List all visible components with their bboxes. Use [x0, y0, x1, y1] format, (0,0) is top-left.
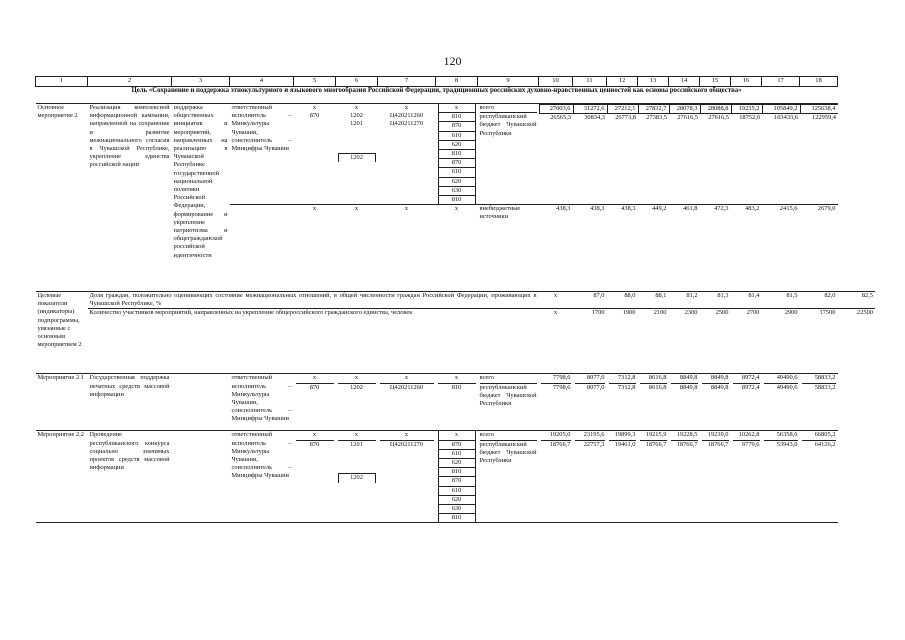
event-2-2-row: Мероприятие 2.2 Проведение республиканского конкурса социально значимых проектов средств массовой информации ответственный исполнитель – Минкультуры Чувашии, соисполнитель – Минцифры Чувашии x 870 x 1201 1202 x Ц420211270 x 870 610 620 810 870 610 620 630 810 всего республиканский бюджет Чувашской Республики 19205,0 18766,7 23195,6 22757,3 19899,3 19461,0 19215,9 18766,7 19228,5 18766,7 19239,0 18766,7 10262,8 9779,6 56358,6 53943,0 66805,2 64126,2 [37, 431, 836, 522]
target-mark: x [539, 292, 573, 309]
col-num: 2 [88, 77, 172, 87]
main-event-label: Основное мероприятие 2 [36, 104, 88, 292]
col-num: 17 [762, 77, 800, 87]
targets-label: Целевые показатели (индикаторы) подпрограммы, увязанные с основным мероприятием 2 [36, 292, 88, 374]
col-num: 11 [573, 77, 607, 87]
main-event-name: Реализация комплексной информационной кампании, направленной на сохранение и развитие межнационального согласия в Чувашской Республике, укрепление единства российской нации [88, 104, 172, 292]
col-num: 7 [378, 77, 436, 87]
column-number-row [36, 77, 876, 87]
main-event-2-extrabudget-row: x x x x внебюджетные источники 438,3 438,3 438,3 449,2 461,8 472,3 483,2 2415,6 2679,0 [36, 205, 876, 292]
target-text: Доля граждан, положительно оценивающих состояние межнациональных отношений, в общей численности граждан Российской Федерации, проживающих в Чувашской Республике, % [89, 292, 537, 308]
col-num: 3 [172, 77, 230, 87]
csr-codes: x Ц420211260 Ц420211270 [378, 104, 436, 205]
goal-title: Цель «Сохранение и поддержка этнокультурного и языкового многообразия Российской Федерации, традиционных российских духовно-нравственных ценностей как основы российского общества» [131, 87, 742, 94]
col-num: 1 [36, 77, 88, 87]
col-num: 14 [669, 77, 700, 87]
target-row-2: Количество участников мероприятий, направленных на укрепление общероссийского гражданского единства, человек x 1700 1900 2100 2300 2500 2700 2900 17500 22500 [36, 309, 876, 374]
main-event-2-row [36, 104, 876, 205]
vr-codes: x 810 870 610 620 810 870 610 620 630 810 [436, 104, 478, 205]
event-2-1-row: Мероприятие 2.1 Государственная поддержка печатных средств массовой информации ответственный исполнитель – Минкультуры Чувашии, соисполнитель – Минцифры Чувашии x 870 x 1202 x Ц420211260 x 810 всего республиканский бюджет Чувашской Республики 7798,6 7798,6 8077,0 8077,0 7312,8 7312,8 8616,8 8616,8 8849,8 8849,8 8849,8 8849,8 8972,4 8972,4 49490,6 49490,6 58833,2 58833,2 [36, 374, 876, 431]
target-mark: x [539, 309, 573, 374]
rzpr-codes: x 1202 1201 1202 [336, 104, 378, 205]
event-name: Государственная поддержка печатных средств массовой информации [88, 374, 172, 431]
funding-sources: всего республиканский бюджет Чувашской Республики [478, 104, 539, 205]
target-row-1: Целевые показатели (индикаторы) подпрограммы, увязанные с основным мероприятием 2 Доля граждан, положительно оценивающих состояние межнациональных отношений, в общей численности граждан Российской Федерации, проживающих в Чувашской Республике, % x 87,0 88,0 88,1 81,2 81,3 81,4 81,5 82,0 82,5 [36, 292, 876, 309]
main-event-aim: поддержка общественных инициатив и мероприятий, направленных на реализацию в Чувашской Республике государственной национальной политики Российской Федерации, формирование и укрепление патриотизма и общегражданской российской идентичности [172, 104, 230, 292]
target-text: Количество участников мероприятий, направленных на укрепление общероссийского гражданского единства, человек [88, 309, 539, 374]
col-num: 16 [731, 77, 762, 87]
event-executor: ответственный исполнитель – Минкультуры Чувашии, соисполнитель – Минцифры Чувашии [230, 374, 294, 431]
event-executor: ответственный исполнитель – Минкультуры Чувашии, соисполнитель – Минцифры Чувашии [230, 431, 294, 523]
col-num: 8 [436, 77, 478, 87]
event-label: Мероприятие 2.2 [36, 431, 88, 523]
budget-table [35, 76, 875, 523]
col-num: 4 [230, 77, 294, 87]
goal-row [36, 87, 876, 104]
col-num: 5 [294, 77, 336, 87]
funding-values: 27003,6 31272,6 27212,1 27832,7 28078,3 28088,8 19235,2 105849,2 125638,4 26565,3 30834,3 26773,8 27383,5 27616,5 27616,5 18752,0 103433,6 122959,4 [539, 104, 838, 205]
col-num: 10 [539, 77, 573, 87]
col-num: 18 [800, 77, 838, 87]
event-name: Проведение республиканского конкурса социально значимых проектов средств массовой информации [88, 431, 172, 523]
col-num: 13 [638, 77, 669, 87]
col-num: 15 [700, 77, 731, 87]
main-event-executor: ответственный исполнитель – Минкультуры Чувашии, соисполнитель – Минцифры Чувашии [230, 104, 294, 205]
col-num: 12 [607, 77, 638, 87]
col-num: 6 [336, 77, 378, 87]
event-label: Мероприятие 2.1 [36, 374, 88, 431]
col-num: 9 [478, 77, 539, 87]
grbs-codes: x 870 [294, 104, 336, 205]
page-number: 120 [443, 54, 462, 68]
